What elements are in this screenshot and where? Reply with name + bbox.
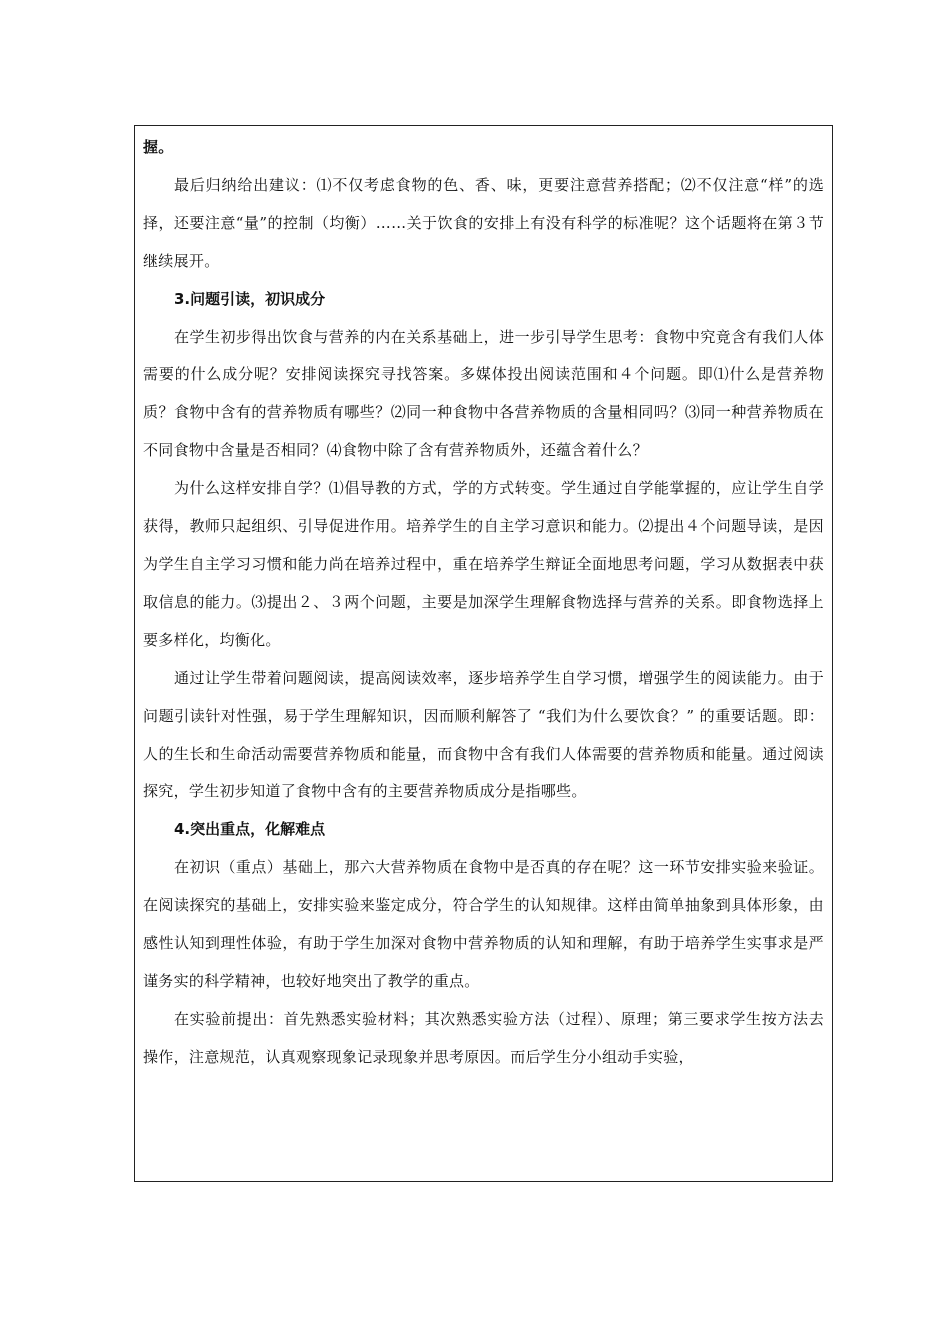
paragraph-reading-outcome: 通过让学生带着问题阅读，提高阅读效率，逐步培养学生自学习惯，增强学生的阅读能力。由于问题引读针对性强，易于学生理解知识，因而顺利解答了 “我们为什么要饮食？” 的重要话题。即：人的生长和生命活动需要营养物质和能量，而食物中含有我们人体需要的营养物质和能量。通过阅读探究，学生初步知道了食物中含有的主要营养物质成分是指哪些。 <box>143 668 824 801</box>
paragraph-experiment-verification: 在初识（重点）基础上，那六大营养物质在食物中是否真的存在呢？这一环节安排实验来验证。在阅读探究的基础上，安排实验来鉴定成分，符合学生的认知规律。这样由简单抽象到具体形象，由感性认知到理性体验，有助于学生加深对食物中营养物质的认知和理解，有助于培养学生实事求是严谨务实的科学精神，也较好地突出了教学的重点。 <box>143 858 824 990</box>
document-table-cell <box>134 125 833 1182</box>
section-heading-3: 3.问题引读，初识成分 <box>174 289 326 308</box>
paragraph-self-study-reason: 为什么这样安排自学？⑴倡导教的方式，学的方式转变。学生通过自学能掌握的，应让学生自学获得，教师只起组织、引导促进作用。培养学生的自主学习意识和能力。⑵提出４个问题导读，是因为学生自主学习习惯和能力尚在培养过程中，重在培养学生辩证全面地思考问题，学习从数据表中获取信息的能力。⑶提出２、３两个问题，主要是加深学生理解食物选择与营养的关系。即食物选择上要多样化，均衡化。 <box>143 479 824 649</box>
paragraph-summary-advice: 最后归纳给出建议：⑴不仅考虑食物的色、香、味，更要注意营养搭配；⑵不仅注意“样”的选择，还要注意“量”的控制（均衡）……关于饮食的安排上有没有科学的标准呢？这个话题将在第３节继续展开。 <box>143 175 824 270</box>
continuation-text: 握。 <box>143 138 174 156</box>
paragraph-experiment-requirements: 在实验前提出：首先熟悉实验材料；其次熟悉实验方法（过程）、原理；第三要求学生按方法去操作，注意规范，认真观察现象记录现象并思考原因。而后学生分小组动手实验， <box>143 1009 824 1066</box>
section-heading-4: 4.突出重点，化解难点 <box>174 820 326 839</box>
paragraph-guided-reading: 在学生初步得出饮食与营养的内在关系基础上，进一步引导学生思考：食物中究竟含有我们人体需要的什么成分呢？安排阅读探究寻找答案。多媒体投出阅读范围和４个问题。即⑴什么是营养物质？食物中含有的营养物质有哪些？⑵同一种食物中各营养物质的含量相同吗？⑶同一种营养物质在不同食物中含量是否相同？⑷食物中除了含有营养物质外，还蕴含着什么？ <box>143 327 824 460</box>
